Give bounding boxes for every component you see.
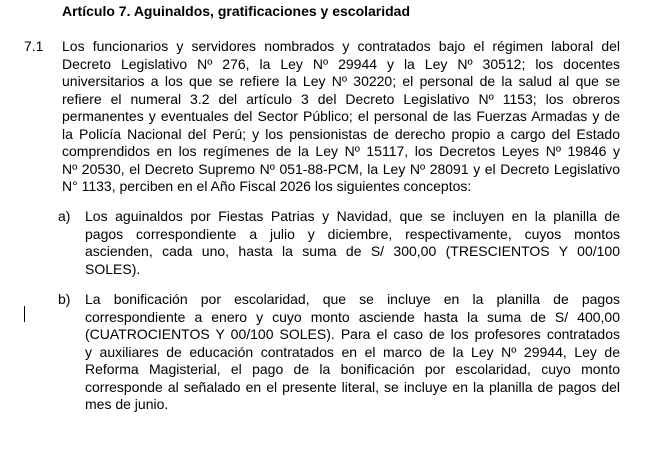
text-line: mes de junio.: [85, 396, 169, 412]
article-title: Artículo 7. Aguinaldos, gratificaciones y escolaridad: [62, 3, 411, 19]
paragraph-body: [62, 38, 620, 196]
list-item-letter: b): [58, 291, 71, 307]
text-line: la Policía Nacional del Perú; y los pensionistas de derecho propio a cargo del Estado: [62, 125, 620, 142]
text-cursor: [24, 306, 25, 322]
text-line: La bonificación por escolaridad, que se incluye en la planilla de pagos: [85, 291, 620, 307]
text-line: Los funcionarios y servidores nombrados y contratados bajo el régimen laboral del: [62, 38, 620, 54]
text-line: Decreto Legislativo Nº 276, la Ley Nº 29944 y la Ley Nº 30512; los docentes: [62, 55, 620, 72]
text-line: ascienden, cada uno, hasta la suma de S/ 300,00 (TRESCIENTOS Y 00/100: [85, 243, 620, 259]
text-line: correspondiente a enero y cuyo monto asciende hasta la suma de S/ 400,00: [85, 308, 620, 325]
text-line: refiere el numeral 3.2 del artículo 3 del Decreto Legislativo Nº 1153; los obreros: [62, 90, 620, 107]
text-line: y auxiliares de educación contratados en el marco de la Ley Nº 29944, Ley de: [85, 343, 620, 360]
text-line: universitarios a los que se refiere la Ley Nº 30220; el personal de la salud al que se: [62, 73, 620, 89]
text-line: SOLES).: [85, 260, 141, 277]
text-line: Nº 20530, el Decreto Supremo Nº 051-88-PCM, la Ley Nº 28091 y el Decreto Legislativo: [62, 160, 620, 177]
text-line: comprendidos en los regímenes de la Ley Nº 15117, los Decretos Leyes Nº 19846 y: [62, 143, 620, 159]
text-line: Los aguinaldos por Fiestas Patrias y Navidad, que se incluyen en la planilla de: [85, 208, 620, 224]
list-item: [85, 291, 620, 414]
list-item-letter: a): [58, 208, 71, 224]
text-line: pagos correspondiente a julio y diciembre, respectivamente, cuyos montos: [85, 225, 620, 242]
paragraph-number: 7.1: [24, 38, 44, 54]
text-line: Reforma Magisterial, el pago de la bonificación por escolaridad, cuyo monto: [85, 361, 620, 377]
text-line: corresponde al señalado en el presente literal, se incluye en la planilla de pagos del: [85, 378, 620, 395]
text-line: permanentes y eventuales del Sector Público; el personal de las Fuerzas Armadas y de: [62, 108, 620, 124]
list-item: [85, 208, 620, 278]
text-line: N° 1133, perciben en el Año Fiscal 2026 los siguientes conceptos:: [62, 178, 472, 194]
text-line: (CUATROCIENTOS Y 00/100 SOLES). Para el caso de los profesores contratados: [85, 326, 620, 342]
